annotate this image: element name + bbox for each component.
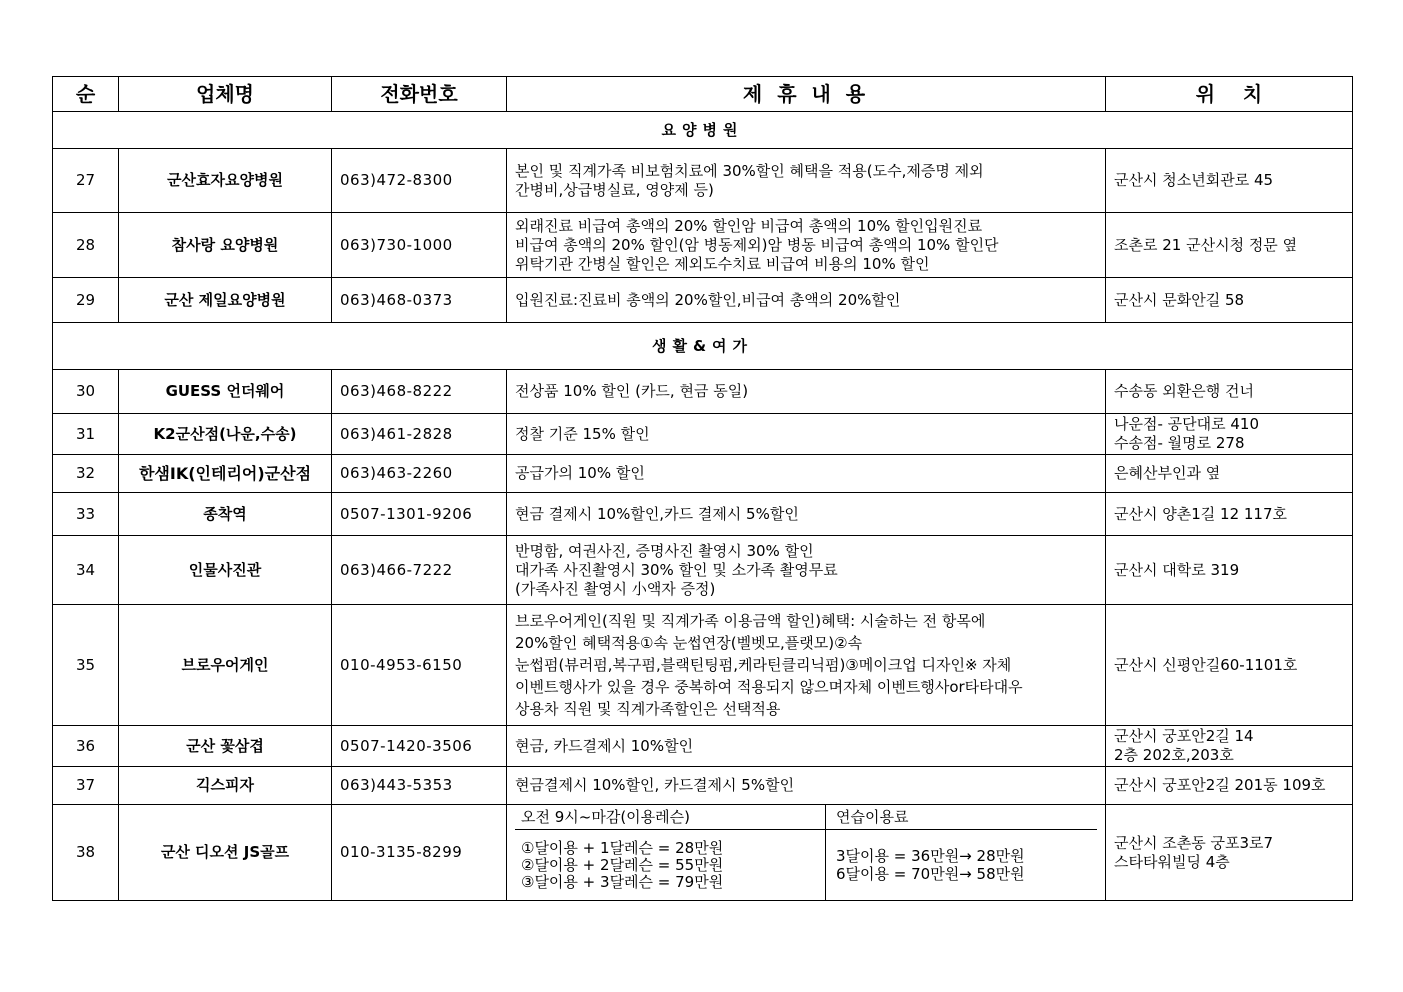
- row-num: 28: [53, 213, 119, 278]
- business-name: 긱스피자: [119, 767, 332, 805]
- location-line: 군산시 문화안길 58: [1114, 290, 1245, 309]
- table-row: [53, 455, 1353, 493]
- phone-number: 063)443-5353: [332, 767, 507, 805]
- location-text: [1106, 605, 1353, 726]
- table-row: [53, 805, 1353, 901]
- benefit-line: 본인 및 직계가족 비보험치료에 30%할인 혜택을 적용(도수,제증명 제외: [515, 161, 984, 180]
- benefit-line: 간병비,상급병실료, 영양제 등): [515, 180, 714, 199]
- pricing-line: ①달이용 + 1달레슨 = 28만원: [521, 838, 724, 857]
- location-line: 수송점- 월명로 278: [1114, 434, 1245, 452]
- phone-number: 063)466-7222: [332, 536, 507, 605]
- benefit-text: [507, 213, 1106, 278]
- row-num: 30: [53, 370, 119, 414]
- benefit-text: [507, 149, 1106, 213]
- row-num: 29: [53, 278, 119, 323]
- table-row: [53, 149, 1353, 213]
- phone-number: 063)461-2828: [332, 414, 507, 455]
- pricing-lesson-list: [515, 830, 826, 900]
- location-text: [1106, 493, 1353, 536]
- row-num: 34: [53, 536, 119, 605]
- benefit-line: 위탁기관 간병실 할인은 제외도수치료 비급여 비용의 10% 할인: [515, 254, 930, 273]
- section-title-life: 생활&여가: [53, 323, 1353, 370]
- location-line: 조촌로 21 군산시청 정문 옆: [1114, 235, 1298, 254]
- location-text: [1106, 278, 1353, 323]
- benefit-line: 공급가의 10% 할인: [515, 464, 645, 482]
- location-line: 군산시 청소년회관로 45: [1114, 171, 1274, 189]
- location-line: 수송동 외환은행 건너: [1114, 382, 1254, 400]
- benefit-line: 정찰 기준 15% 할인: [515, 424, 650, 443]
- benefit-line: 현금결제시 10%할인, 카드결제시 5%할인: [515, 776, 795, 794]
- location-text: [1106, 149, 1353, 213]
- table-row: [53, 536, 1353, 605]
- phone-number: 0507-1420-3506: [332, 726, 507, 767]
- table-row: [53, 726, 1353, 767]
- benefit-text: [507, 605, 1106, 726]
- business-name: 군산 꽃삼겹: [119, 726, 332, 767]
- table-row: [53, 605, 1353, 726]
- phone-number: 063)463-2260: [332, 455, 507, 493]
- phone-number: 063)468-0373: [332, 278, 507, 323]
- header-row: [53, 77, 1353, 112]
- business-name: 종착역: [119, 493, 332, 536]
- pricing-header-row: [515, 805, 1097, 830]
- benefit-line: 현금, 카드결제시 10%할인: [515, 736, 694, 755]
- table-row: [53, 213, 1353, 278]
- phone-number: 063)730-1000: [332, 213, 507, 278]
- table-row: [53, 414, 1353, 455]
- benefit-line: 브로우어게인(직원 및 직계가족 이용금액 할인)혜택: 시술하는 전 항목에: [515, 612, 986, 630]
- business-name: 참사랑 요양병원: [119, 213, 332, 278]
- table-row: [53, 278, 1353, 323]
- location-text: [1106, 213, 1353, 278]
- location-line: 군산시 궁포안2길 201동 109호: [1114, 776, 1326, 794]
- header-phone: 전화번호: [332, 77, 507, 112]
- location-text: [1106, 536, 1353, 605]
- location-line: 나운점- 공단대로 410: [1114, 415, 1260, 433]
- pricing-header-practice: 연습이용료: [836, 807, 909, 826]
- table-row: [53, 767, 1353, 805]
- location-line: 군산시 신평안길60-1101호: [1114, 655, 1298, 674]
- location-line: 군산시 양촌1길 12 117호: [1114, 504, 1287, 523]
- phone-number: 010-3135-8299: [332, 805, 507, 901]
- location-text: [1106, 767, 1353, 805]
- business-name: 군산 디오션 JS골프: [119, 805, 332, 901]
- row-num: 31: [53, 414, 119, 455]
- phone-number: 063)468-8222: [332, 370, 507, 414]
- header-benefit: 제 휴 내 용: [507, 77, 1106, 112]
- pricing-line: 3달이용 = 36만원→ 28만원: [836, 847, 1025, 865]
- location-line: 군산시 조촌동 궁포3로7: [1114, 833, 1274, 852]
- benefit-text: [507, 767, 1106, 805]
- benefit-line: 입원진료:진료비 총액의 20%할인,비급여 총액의 20%할인: [515, 290, 901, 309]
- benefit-text: [507, 493, 1106, 536]
- location-text: [1106, 805, 1353, 901]
- benefit-text: [507, 370, 1106, 414]
- header-location: 위 치: [1106, 77, 1353, 112]
- row-num: 27: [53, 149, 119, 213]
- row-num: 33: [53, 493, 119, 536]
- benefit-text: [507, 414, 1106, 455]
- benefit-text: [507, 455, 1106, 493]
- location-text: [1106, 414, 1353, 455]
- row-num: 36: [53, 726, 119, 767]
- pricing-line: ③달이용 + 3달레슨 = 79만원: [521, 872, 724, 891]
- business-name: 한샘IK(인테리어)군산점: [119, 455, 332, 493]
- benefit-line: 외래진료 비급여 총액의 20% 할인암 비급여 총액의 10% 할인입원진료: [515, 216, 983, 235]
- benefit-line: 반명함, 여권사진, 증명사진 촬영시 30% 할인: [515, 541, 814, 560]
- location-text: [1106, 726, 1353, 767]
- row-num: 38: [53, 805, 119, 901]
- table-row: [53, 370, 1353, 414]
- partnership-table: [52, 76, 1353, 901]
- location-line: 군산시 궁포안2길 14: [1114, 727, 1254, 745]
- row-num: 37: [53, 767, 119, 805]
- section-row-hospital: [53, 112, 1353, 149]
- location-line: 은혜산부인과 옆: [1114, 464, 1221, 482]
- business-name: 군산효자요양병원: [119, 149, 332, 213]
- benefit-line: 현금 결제시 10%할인,카드 결제시 5%할인: [515, 504, 799, 523]
- location-text: [1106, 370, 1353, 414]
- benefit-line: 대가족 사진촬영시 30% 할인 및 소가족 촬영무료: [515, 560, 838, 579]
- business-name: 인물사진관: [119, 536, 332, 605]
- business-name: GUESS 언더웨어: [119, 370, 332, 414]
- location-line: 군산시 대학로 319: [1114, 560, 1240, 579]
- benefit-line: 20%할인 혜택적용①속 눈썹연장(벨벳모,플랫모)②속: [515, 634, 863, 652]
- section-row-life: [53, 323, 1353, 370]
- header-name: 업체명: [119, 77, 332, 112]
- benefit-pricing-grid: [507, 805, 1106, 901]
- row-num: 35: [53, 605, 119, 726]
- location-text: [1106, 455, 1353, 493]
- business-name: 군산 제일요양병원: [119, 278, 332, 323]
- business-name: 브로우어게인: [119, 605, 332, 726]
- benefit-line: (가족사진 촬영시 小액자 증정): [515, 579, 716, 598]
- benefit-line: 전상품 10% 할인 (카드, 현금 동일): [515, 382, 749, 400]
- section-title-hospital: 요양병원: [53, 112, 1353, 149]
- benefit-line: 비급여 총액의 20% 할인(암 병동제외)암 병동 비급여 총액의 10% 할인단: [515, 235, 999, 254]
- business-name: K2군산점(나운,수송): [119, 414, 332, 455]
- benefit-line: 눈썹펌(뷰러펌,복구펌,블랙틴팅펌,케라틴클리닉펌)③메이크업 디자인※ 자체: [515, 656, 1012, 674]
- pricing-body-row: [515, 830, 1097, 900]
- pricing-line: 6달이용 = 70만원→ 58만원: [836, 865, 1025, 883]
- pricing-practice-list: [826, 830, 1097, 900]
- benefit-text: [507, 726, 1106, 767]
- pricing-header-lesson: 오전 9시~마감(이용레슨): [515, 805, 826, 829]
- benefit-text: [507, 278, 1106, 323]
- pricing-line: ②달이용 + 2달레슨 = 55만원: [521, 855, 724, 874]
- phone-number: 010-4953-6150: [332, 605, 507, 726]
- phone-number: 063)472-8300: [332, 149, 507, 213]
- phone-number: 0507-1301-9206: [332, 493, 507, 536]
- benefit-text: [507, 536, 1106, 605]
- table-row: [53, 493, 1353, 536]
- benefit-line: 상용차 직원 및 직계가족할인은 선택적용: [515, 700, 781, 718]
- benefit-line: 이벤트행사가 있을 경우 중복하여 적용되지 않으며자체 이벤트행사or타타대우: [515, 678, 1023, 696]
- row-num: 32: [53, 455, 119, 493]
- header-num: 순: [53, 77, 119, 112]
- location-line: 스타타워빌딩 4층: [1114, 852, 1230, 871]
- location-line: 2층 202호,203호: [1114, 746, 1234, 764]
